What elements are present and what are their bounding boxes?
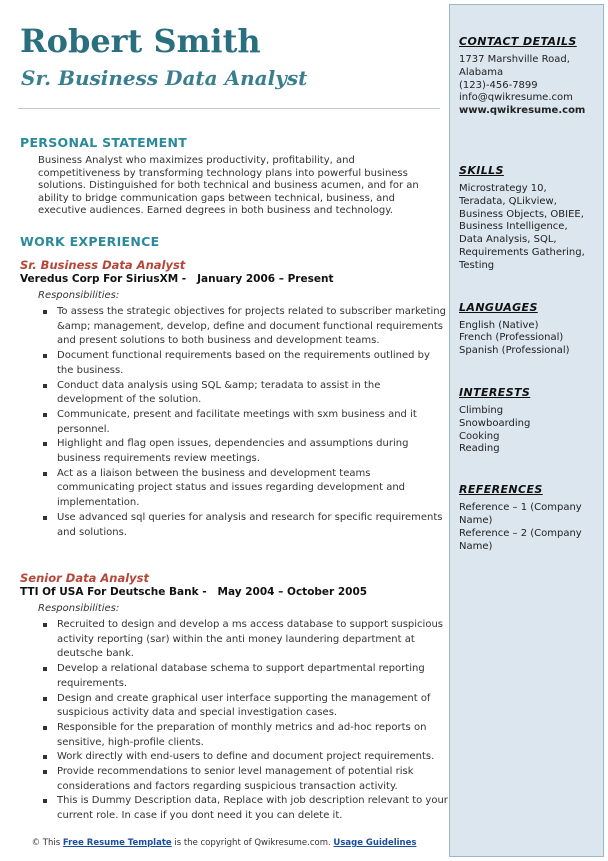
list-item: Recruited to design and develop a ms access database to support suspicious activity reporting (sar) within the anti money laundering department at deutsche bank. xyxy=(57,618,449,662)
list-item: Provide recommendations to senior level management of potential risk considerations and factors regarding suspicious transaction activity. xyxy=(57,765,449,794)
sidebar xyxy=(449,4,604,857)
candidate-title: Sr. Business Data Analyst xyxy=(21,66,308,90)
list-item: Reading xyxy=(459,443,500,455)
list-item: French (Professional) xyxy=(459,332,564,344)
list-item: Reference – 2 (Company xyxy=(459,527,582,539)
job-title: Senior Data Analyst xyxy=(20,571,149,585)
footer-copyright: is the copyright of Qwikresume.com. xyxy=(174,838,331,848)
usage-guidelines-link[interactable]: Usage Guidelines xyxy=(333,838,417,848)
responsibilities-label: Responsibilities: xyxy=(38,290,120,301)
phone: (123)-456-7899 xyxy=(459,79,538,91)
languages-list xyxy=(459,320,597,358)
list-item: Microstrategy 10, xyxy=(459,182,547,194)
references-heading: REFERENCES xyxy=(459,483,543,497)
contact-lines xyxy=(459,54,597,118)
footer-prefix: © This xyxy=(31,838,61,848)
job-company xyxy=(20,273,333,285)
list-item: Business Objects, OBIEE, xyxy=(459,208,584,220)
job-company-name: TTI Of USA For Deutsche Bank - xyxy=(20,586,207,598)
list-item: Data Analysis, SQL, xyxy=(459,234,557,246)
list-item: Snowboarding xyxy=(459,417,531,429)
list-item: Act as a liaison between the business and development teams communicating project status and issues regarding development and implementation. xyxy=(57,467,449,511)
interests-section xyxy=(459,386,597,456)
free-resume-template-link[interactable]: Free Resume Template xyxy=(62,838,172,848)
job-bullets xyxy=(38,305,449,540)
list-item: Work directly with end-users to define and document project requirements. xyxy=(57,750,449,765)
address-line: 1737 Marshville Road, xyxy=(459,54,570,65)
list-item: Name) xyxy=(459,514,493,526)
list-item: English (Native) xyxy=(459,319,539,331)
job-bullets xyxy=(38,618,449,824)
references-section xyxy=(459,483,597,553)
skills-list xyxy=(459,183,597,273)
list-item: Name) xyxy=(459,540,493,552)
list-item: Cooking xyxy=(459,430,500,442)
candidate-name: Robert Smith xyxy=(20,22,261,60)
list-item: Business Intelligence, xyxy=(459,221,568,233)
list-item: This is Dummy Description data, Replace with job description relevant to your current role. In case if you dont need it you can delete it. xyxy=(57,794,449,823)
languages-heading: LANGUAGES xyxy=(459,300,538,314)
interests-heading: INTERESTS xyxy=(459,385,531,399)
website-link[interactable]: www.qwikresume.com xyxy=(459,105,586,117)
list-item: Use advanced sql queries for analysis and research for specific requirements and solutions. xyxy=(57,511,449,540)
list-item: To assess the strategic objectives for projects related to subscriber marketing &amp; management, develop, define and document functional requirements and present solutions to both business and development teams. xyxy=(57,305,449,349)
contact-section xyxy=(459,35,597,118)
job-company xyxy=(20,586,367,598)
list-item: Communicate, present and facilitate meetings with sxm business and it personnel. xyxy=(57,408,449,437)
list-item: Responsible for the preparation of monthly metrics and ad-hoc reports on sensitive, high-profile clients. xyxy=(57,721,449,750)
list-item: Spanish (Professional) xyxy=(459,345,570,357)
list-item: Highlight and flag open issues, dependencies and assumptions during business requirements review meetings. xyxy=(57,437,449,466)
list-item: Design and create graphical user interface supporting the management of suspicious activity data and special investigation cases. xyxy=(57,692,449,721)
job-dates: January 2006 – Present xyxy=(197,273,334,285)
list-item: Document functional requirements based on the requirements outlined by the business. xyxy=(57,349,449,378)
list-item: Teradata, QLikview, xyxy=(459,195,557,207)
languages-section xyxy=(459,301,597,358)
list-item: Reference – 1 (Company xyxy=(459,502,582,514)
summary-heading: PERSONAL STATEMENT xyxy=(20,135,188,150)
address-line: Alabama xyxy=(459,66,504,78)
job-company-name: Veredus Corp For SiriusXM - xyxy=(20,273,187,285)
references-list xyxy=(459,502,597,553)
experience-heading: WORK EXPERIENCE xyxy=(20,234,160,249)
list-item: Testing xyxy=(459,259,495,271)
header-divider xyxy=(18,108,440,109)
summary-text: Business Analyst who maximizes productivity, profitability, and competitiveness by transforming technology plans into powerful business solutions. Distinguished for both technical and business acumen, and for an ability to bridge communication gaps between technical, business, and executive audiences. Earned degrees in both business and technology. xyxy=(38,155,419,217)
list-item: Develop a relational database schema to support departmental reporting requirements. xyxy=(57,662,449,691)
job-dates: May 2004 – October 2005 xyxy=(217,586,368,598)
skills-heading: SKILLS xyxy=(459,163,504,177)
list-item: Requirements Gathering, xyxy=(459,246,585,258)
footer xyxy=(0,838,448,848)
interests-list xyxy=(459,405,597,456)
contact-heading: CONTACT DETAILS xyxy=(459,35,577,48)
job-title: Sr. Business Data Analyst xyxy=(20,258,186,272)
email[interactable]: info@qwikresume.com xyxy=(459,92,573,104)
list-item: Conduct data analysis using SQL &amp; teradata to assist in the development of the solution. xyxy=(57,379,449,408)
responsibilities-label: Responsibilities: xyxy=(38,603,120,614)
list-item: Climbing xyxy=(459,404,504,416)
skills-section xyxy=(459,164,597,273)
